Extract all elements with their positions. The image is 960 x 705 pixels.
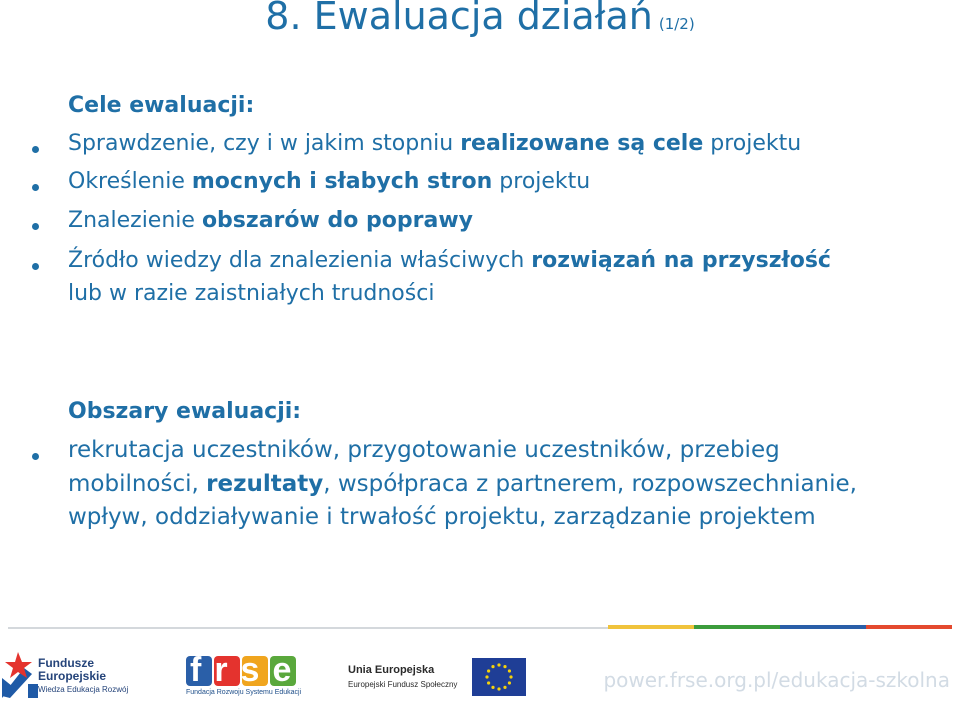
- frse-subtitle: Fundacja Rozwoju Systemu Edukacji: [186, 689, 302, 696]
- areas-line-2: mobilności, rezultaty, współpraca z partnerem, rozpowszechnianie,: [68, 471, 857, 497]
- footer-url[interactable]: power.frse.org.pl/edukacja-szkolna: [603, 668, 950, 692]
- areas-line-1: rekrutacja uczestników, przygotowanie uczestników, przebieg: [68, 437, 780, 463]
- slide-title: [0, 0, 960, 38]
- areas-heading: Obszary ewaluacji:: [68, 399, 302, 424]
- bullet-icon: [32, 146, 39, 153]
- fe-line-2: Europejskie: [38, 669, 107, 683]
- goal-item-3: Znalezienie obszarów do poprawy: [68, 208, 473, 233]
- slide-title-main: 8. Ewaluacja działań: [265, 0, 653, 38]
- frse-name: frse: [190, 651, 305, 689]
- bullet-icon: [32, 223, 39, 230]
- goal-item-2: Określenie mocnych i słabych stron projektu: [68, 169, 591, 194]
- goal-item-1: Sprawdzenie, czy i w jakim stopniu realizowane są cele projektu: [68, 131, 802, 156]
- fe-line-3: Wiedza Edukacja Rozwój: [38, 685, 129, 694]
- eu-flag-icon: [472, 658, 526, 696]
- bullet-icon: [32, 184, 39, 191]
- fe-line-1: Fundusze: [38, 656, 94, 670]
- goals-heading: Cele ewaluacji:: [68, 93, 255, 118]
- goal-item-4-continuation: lub w razie zaistniałych trudności: [68, 281, 435, 306]
- fundusze-europejskie-logo: [0, 648, 140, 700]
- eu-line-1: Unia Europejska: [348, 664, 435, 676]
- eu-logo: [348, 658, 528, 698]
- slide-title-page: (1/2): [658, 15, 695, 33]
- footer-divider: [8, 625, 952, 631]
- frse-logo: [186, 651, 305, 698]
- bullet-icon: [32, 263, 39, 270]
- fe-star-icon: [2, 648, 38, 700]
- goal-item-4: Źródło wiedzy dla znalezienia właściwych rozwiązań na przyszłość: [68, 248, 831, 273]
- eu-line-2: Europejski Fundusz Społeczny: [348, 680, 458, 689]
- bullet-icon: [32, 453, 39, 460]
- areas-line-3: wpływ, oddziaływanie i trwałość projektu, zarządzanie projektem: [68, 504, 816, 530]
